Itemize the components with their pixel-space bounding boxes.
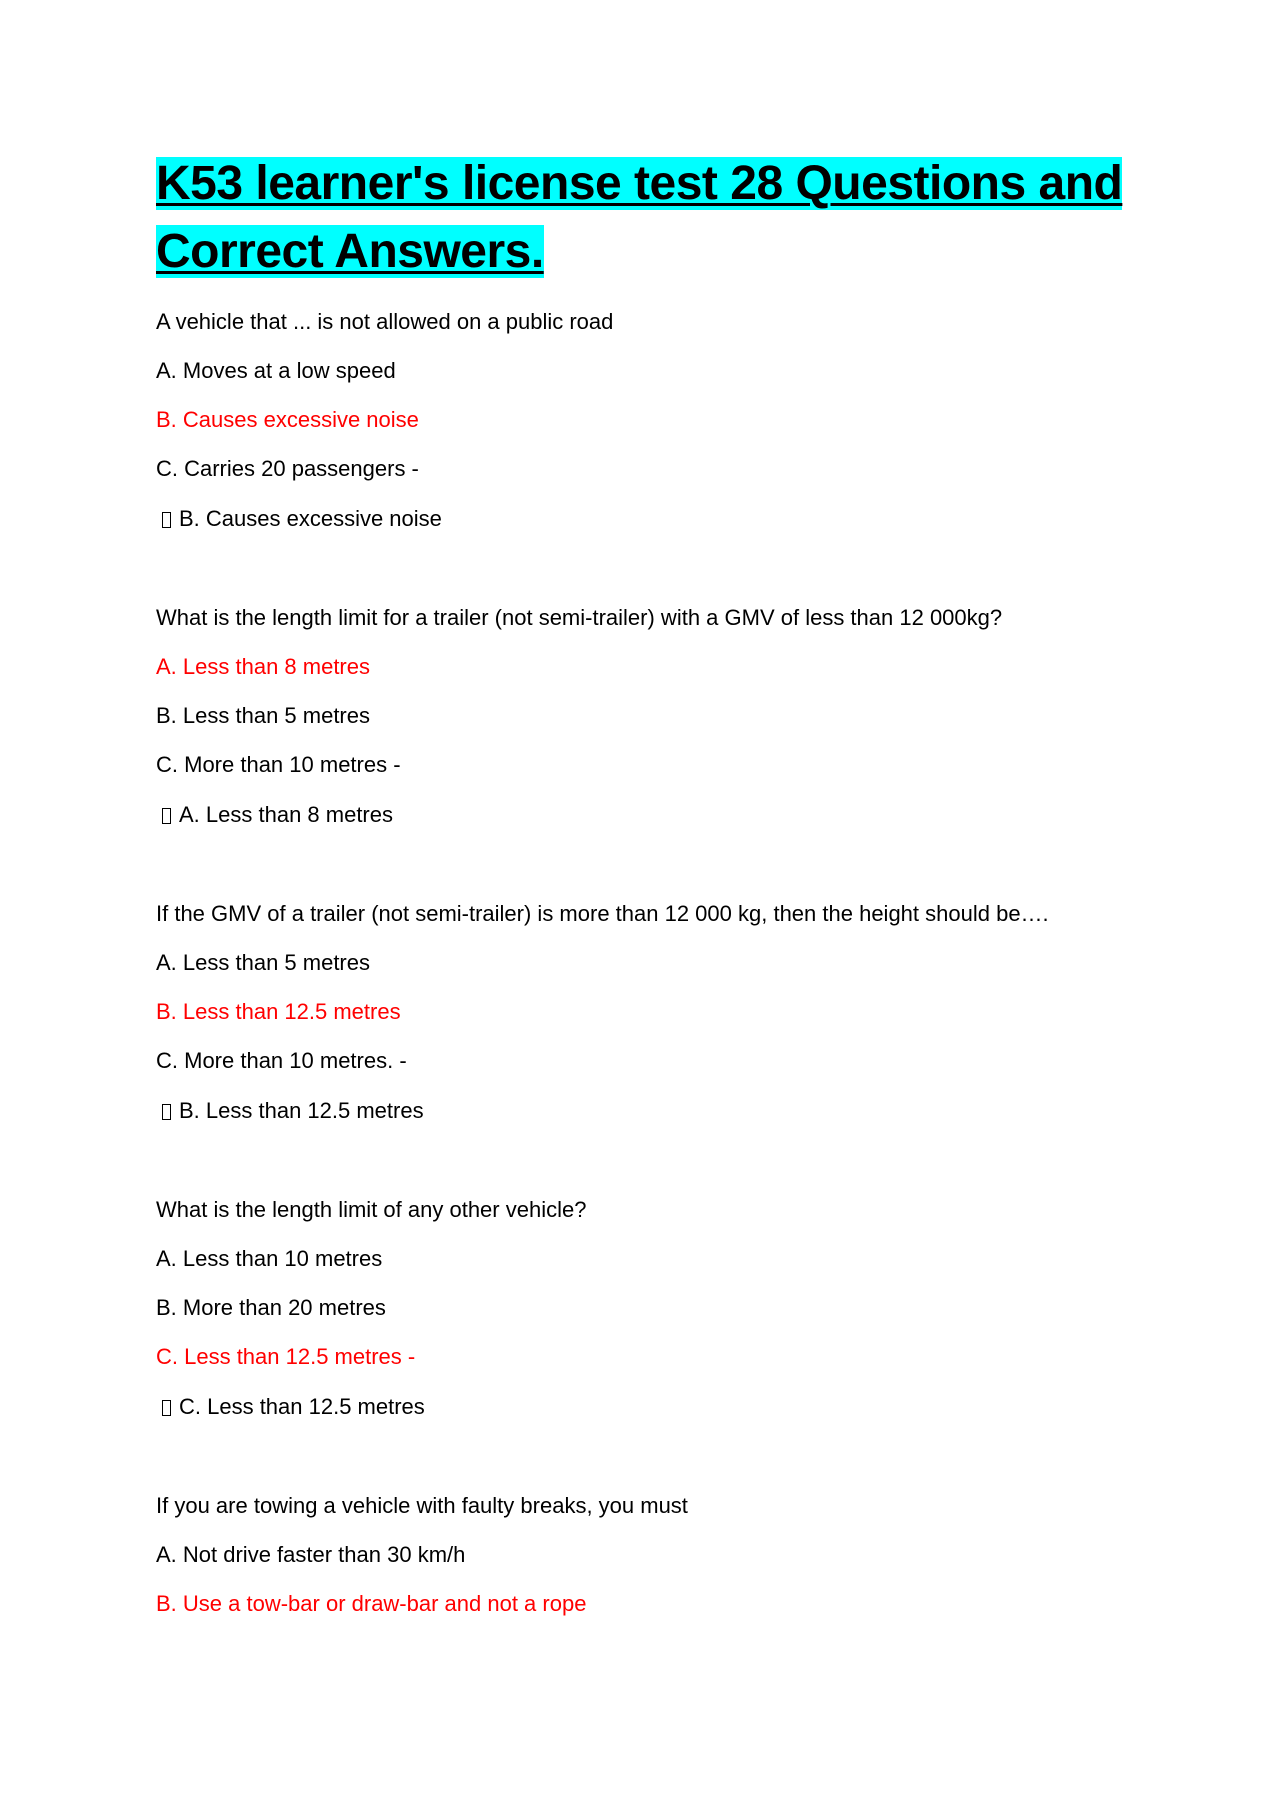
option-text: C. More than 10 metres - (156, 752, 401, 777)
answer-text: C. Less than 12.5 metres (179, 1394, 425, 1419)
question-text: If you are towing a vehicle with faulty breaks, you must (156, 1493, 688, 1518)
question-text: What is the length limit of any other vehicle? (156, 1197, 587, 1222)
answer-text: A. Less than 8 metres (179, 802, 393, 827)
document-title (156, 150, 1156, 286)
answer-line (162, 505, 442, 533)
box-icon (162, 1400, 171, 1416)
title-text: K53 learner's license test 28 Questions and Correct Answers. (156, 157, 1123, 278)
correct-option-text: A. Less than 8 metres (156, 654, 370, 679)
answer-line (162, 1097, 424, 1125)
option-text: A. Less than 5 metres (156, 950, 370, 975)
option-text: B. More than 20 metres (156, 1295, 386, 1320)
option-text: B. Less than 5 metres (156, 703, 370, 728)
correct-option-text: B. Less than 12.5 metres (156, 999, 401, 1024)
box-icon (162, 512, 171, 528)
option-text: A. Less than 10 metres (156, 1246, 383, 1271)
correct-option-text: B. Use a tow-bar or draw-bar and not a rope (156, 1591, 587, 1616)
correct-option-text: C. Less than 12.5 metres - (156, 1344, 416, 1369)
question-text: If the GMV of a trailer (not semi-trailer) is more than 12 000 kg, then the height should be…. (156, 901, 1049, 926)
box-icon (162, 808, 171, 824)
answer-text: B. Less than 12.5 metres (179, 1098, 424, 1123)
question-text: What is the length limit for a trailer (not semi-trailer) with a GMV of less than 12 000kg? (156, 605, 1003, 630)
answer-text: B. Causes excessive noise (179, 506, 442, 531)
question-text: A vehicle that ... is not allowed on a public road (156, 309, 614, 334)
answer-line (162, 801, 393, 829)
box-icon (162, 1104, 171, 1120)
option-text: A. Moves at a low speed (156, 358, 396, 383)
answer-line (162, 1393, 425, 1421)
option-text: A. Not drive faster than 30 km/h (156, 1542, 466, 1567)
option-text: C. More than 10 metres. - (156, 1048, 407, 1073)
option-text: C. Carries 20 passengers - (156, 456, 419, 481)
correct-option-text: B. Causes excessive noise (156, 407, 419, 432)
